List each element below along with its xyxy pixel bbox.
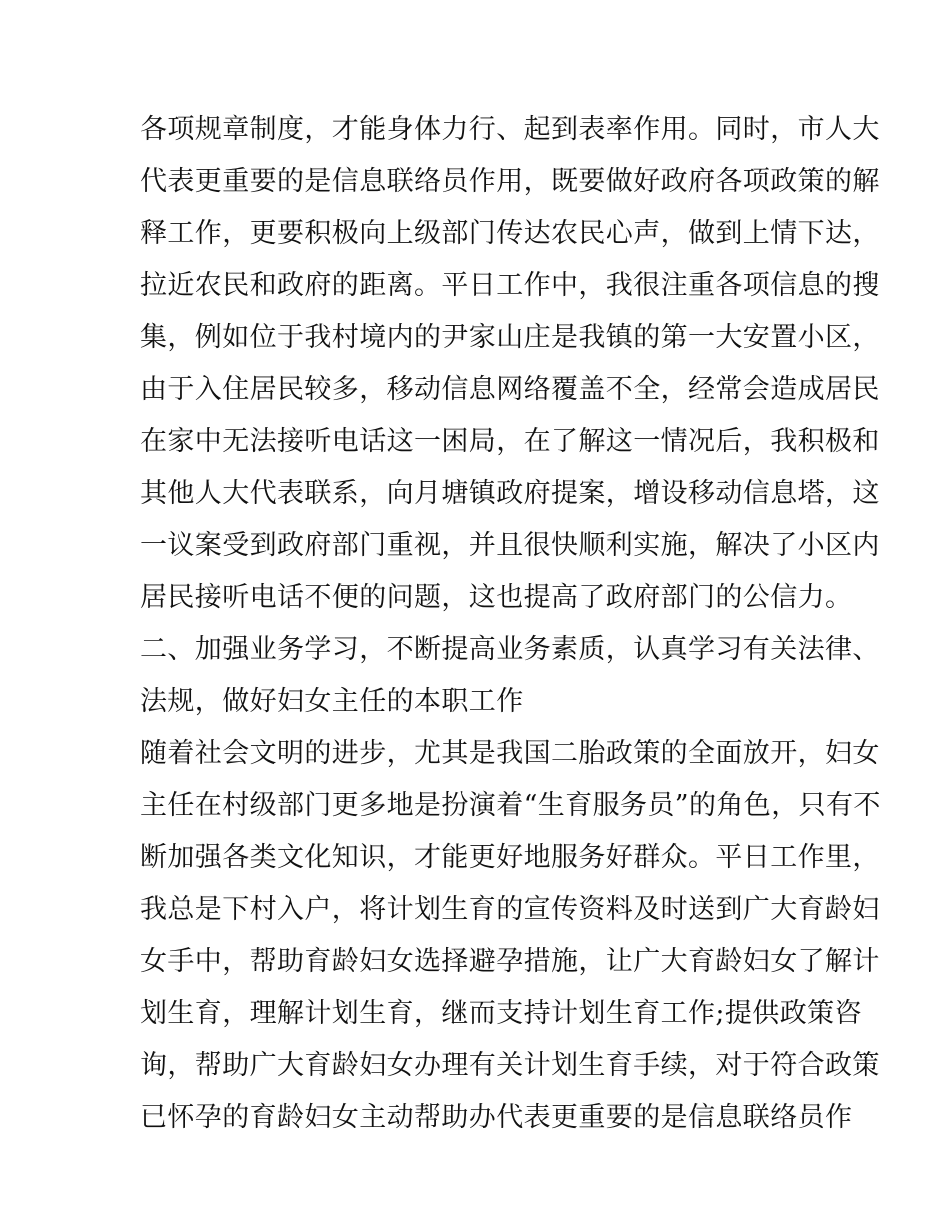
text-line: 各项规章制度，才能身体力行、起到表率作用。同时，市人大 bbox=[140, 114, 880, 145]
text-line: 主任在村级部门更多地是扮演着“生育服务员”的角色，只有不 bbox=[140, 790, 881, 821]
text-line: 集，例如位于我村境内的尹家山庄是我镇的第一大安置小区， bbox=[140, 322, 880, 353]
text-line: 询，帮助广大育龄妇女办理有关计划生育手续，对于符合政策 bbox=[140, 1050, 880, 1081]
body-text bbox=[140, 104, 881, 1144]
text-line: 随着社会文明的进步，尤其是我国二胎政策的全面放开，妇女 bbox=[140, 738, 880, 769]
text-line: 由于入住居民较多，移动信息网络覆盖不全，经常会造成居民 bbox=[140, 374, 880, 405]
text-line: 我总是下村入户，将计划生育的宣传资料及时送到广大育龄妇 bbox=[140, 894, 880, 925]
text-line: 女手中，帮助育龄妇女选择避孕措施，让广大育龄妇女了解计 bbox=[140, 946, 880, 977]
text-line: 释工作，更要积极向上级部门传达农民心声，做到上情下达， bbox=[140, 218, 880, 249]
text-line: 居民接听电话不便的问题，这也提高了政府部门的公信力。 bbox=[140, 582, 853, 613]
text-line: 代表更重要的是信息联络员作用，既要做好政府各项政策的解 bbox=[140, 166, 880, 197]
section-heading-line: 法规，做好妇女主任的本职工作 bbox=[140, 686, 524, 717]
text-line: 断加强各类文化知识，才能更好地服务好群众。平日工作里， bbox=[140, 842, 880, 873]
text-line: 拉近农民和政府的距离。平日工作中，我很注重各项信息的搜 bbox=[140, 270, 880, 301]
text-line: 已怀孕的育龄妇女主动帮助办代表更重要的是信息联络员作 bbox=[140, 1102, 853, 1133]
text-line: 一议案受到政府部门重视，并且很快顺利实施，解决了小区内 bbox=[140, 530, 880, 561]
text-line: 划生育，理解计划生育，继而支持计划生育工作;提供政策咨 bbox=[140, 998, 862, 1029]
text-line: 在家中无法接听电话这一困局，在了解这一情况后，我积极和 bbox=[140, 426, 880, 457]
section-heading-line: 二、加强业务学习，不断提高业务素质，认真学习有关法律、 bbox=[140, 634, 880, 665]
text-line: 其他人大代表联系，向月塘镇政府提案，增设移动信息塔，这 bbox=[140, 478, 880, 509]
